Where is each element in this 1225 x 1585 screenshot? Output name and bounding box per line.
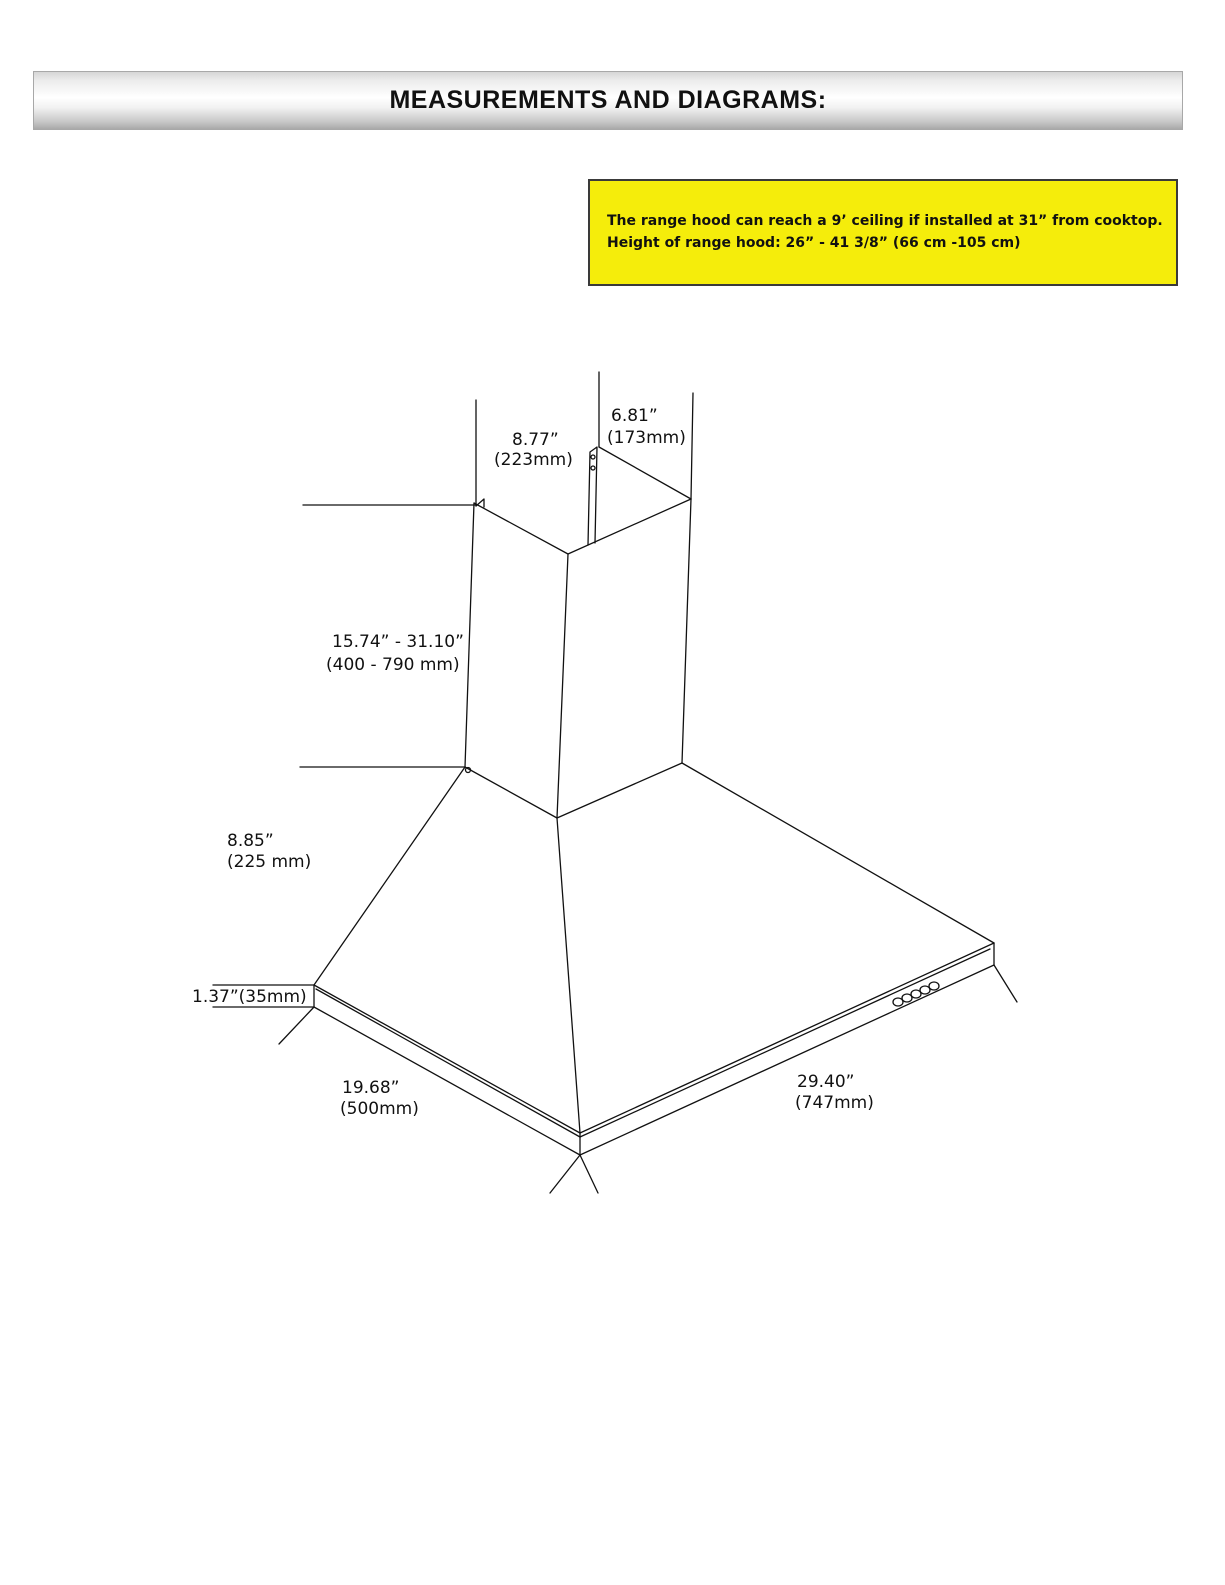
canopy-drawing <box>314 763 994 1155</box>
hood-width-mm: (747mm) <box>795 1093 874 1113</box>
hood-width-inches: 29.40” <box>797 1072 855 1092</box>
chimney-drawing <box>465 447 691 818</box>
chimney-depth-mm: (173mm) <box>607 428 686 448</box>
rim-thickness-label: 1.37”(35mm) <box>192 987 307 1007</box>
hood-depth-inches: 19.68” <box>342 1078 400 1098</box>
chimney-height-mm: (400 - 790 mm) <box>326 655 460 675</box>
height-range-text: Height of range hood: 26” - 41 3/8” (66 cm -105 cm) <box>607 235 1021 251</box>
chimney-depth-inches: 6.81” <box>611 406 658 426</box>
dimension-lines <box>213 372 1017 1193</box>
hood-depth-mm: (500mm) <box>340 1099 419 1119</box>
ceiling-notice-text: The range hood can reach a 9’ ceiling if installed at 31” from cooktop. <box>607 213 1163 229</box>
chimney-width-inches: 8.77” <box>512 430 559 450</box>
chimney-width-mm: (223mm) <box>494 450 573 470</box>
canopy-height-mm: (225 mm) <box>227 852 312 872</box>
chimney-height-inches: 15.74” - 31.10” <box>332 632 464 652</box>
canopy-height-inches: 8.85” <box>227 831 274 851</box>
section-title: MEASUREMENTS AND DIAGRAMS: <box>389 86 827 114</box>
